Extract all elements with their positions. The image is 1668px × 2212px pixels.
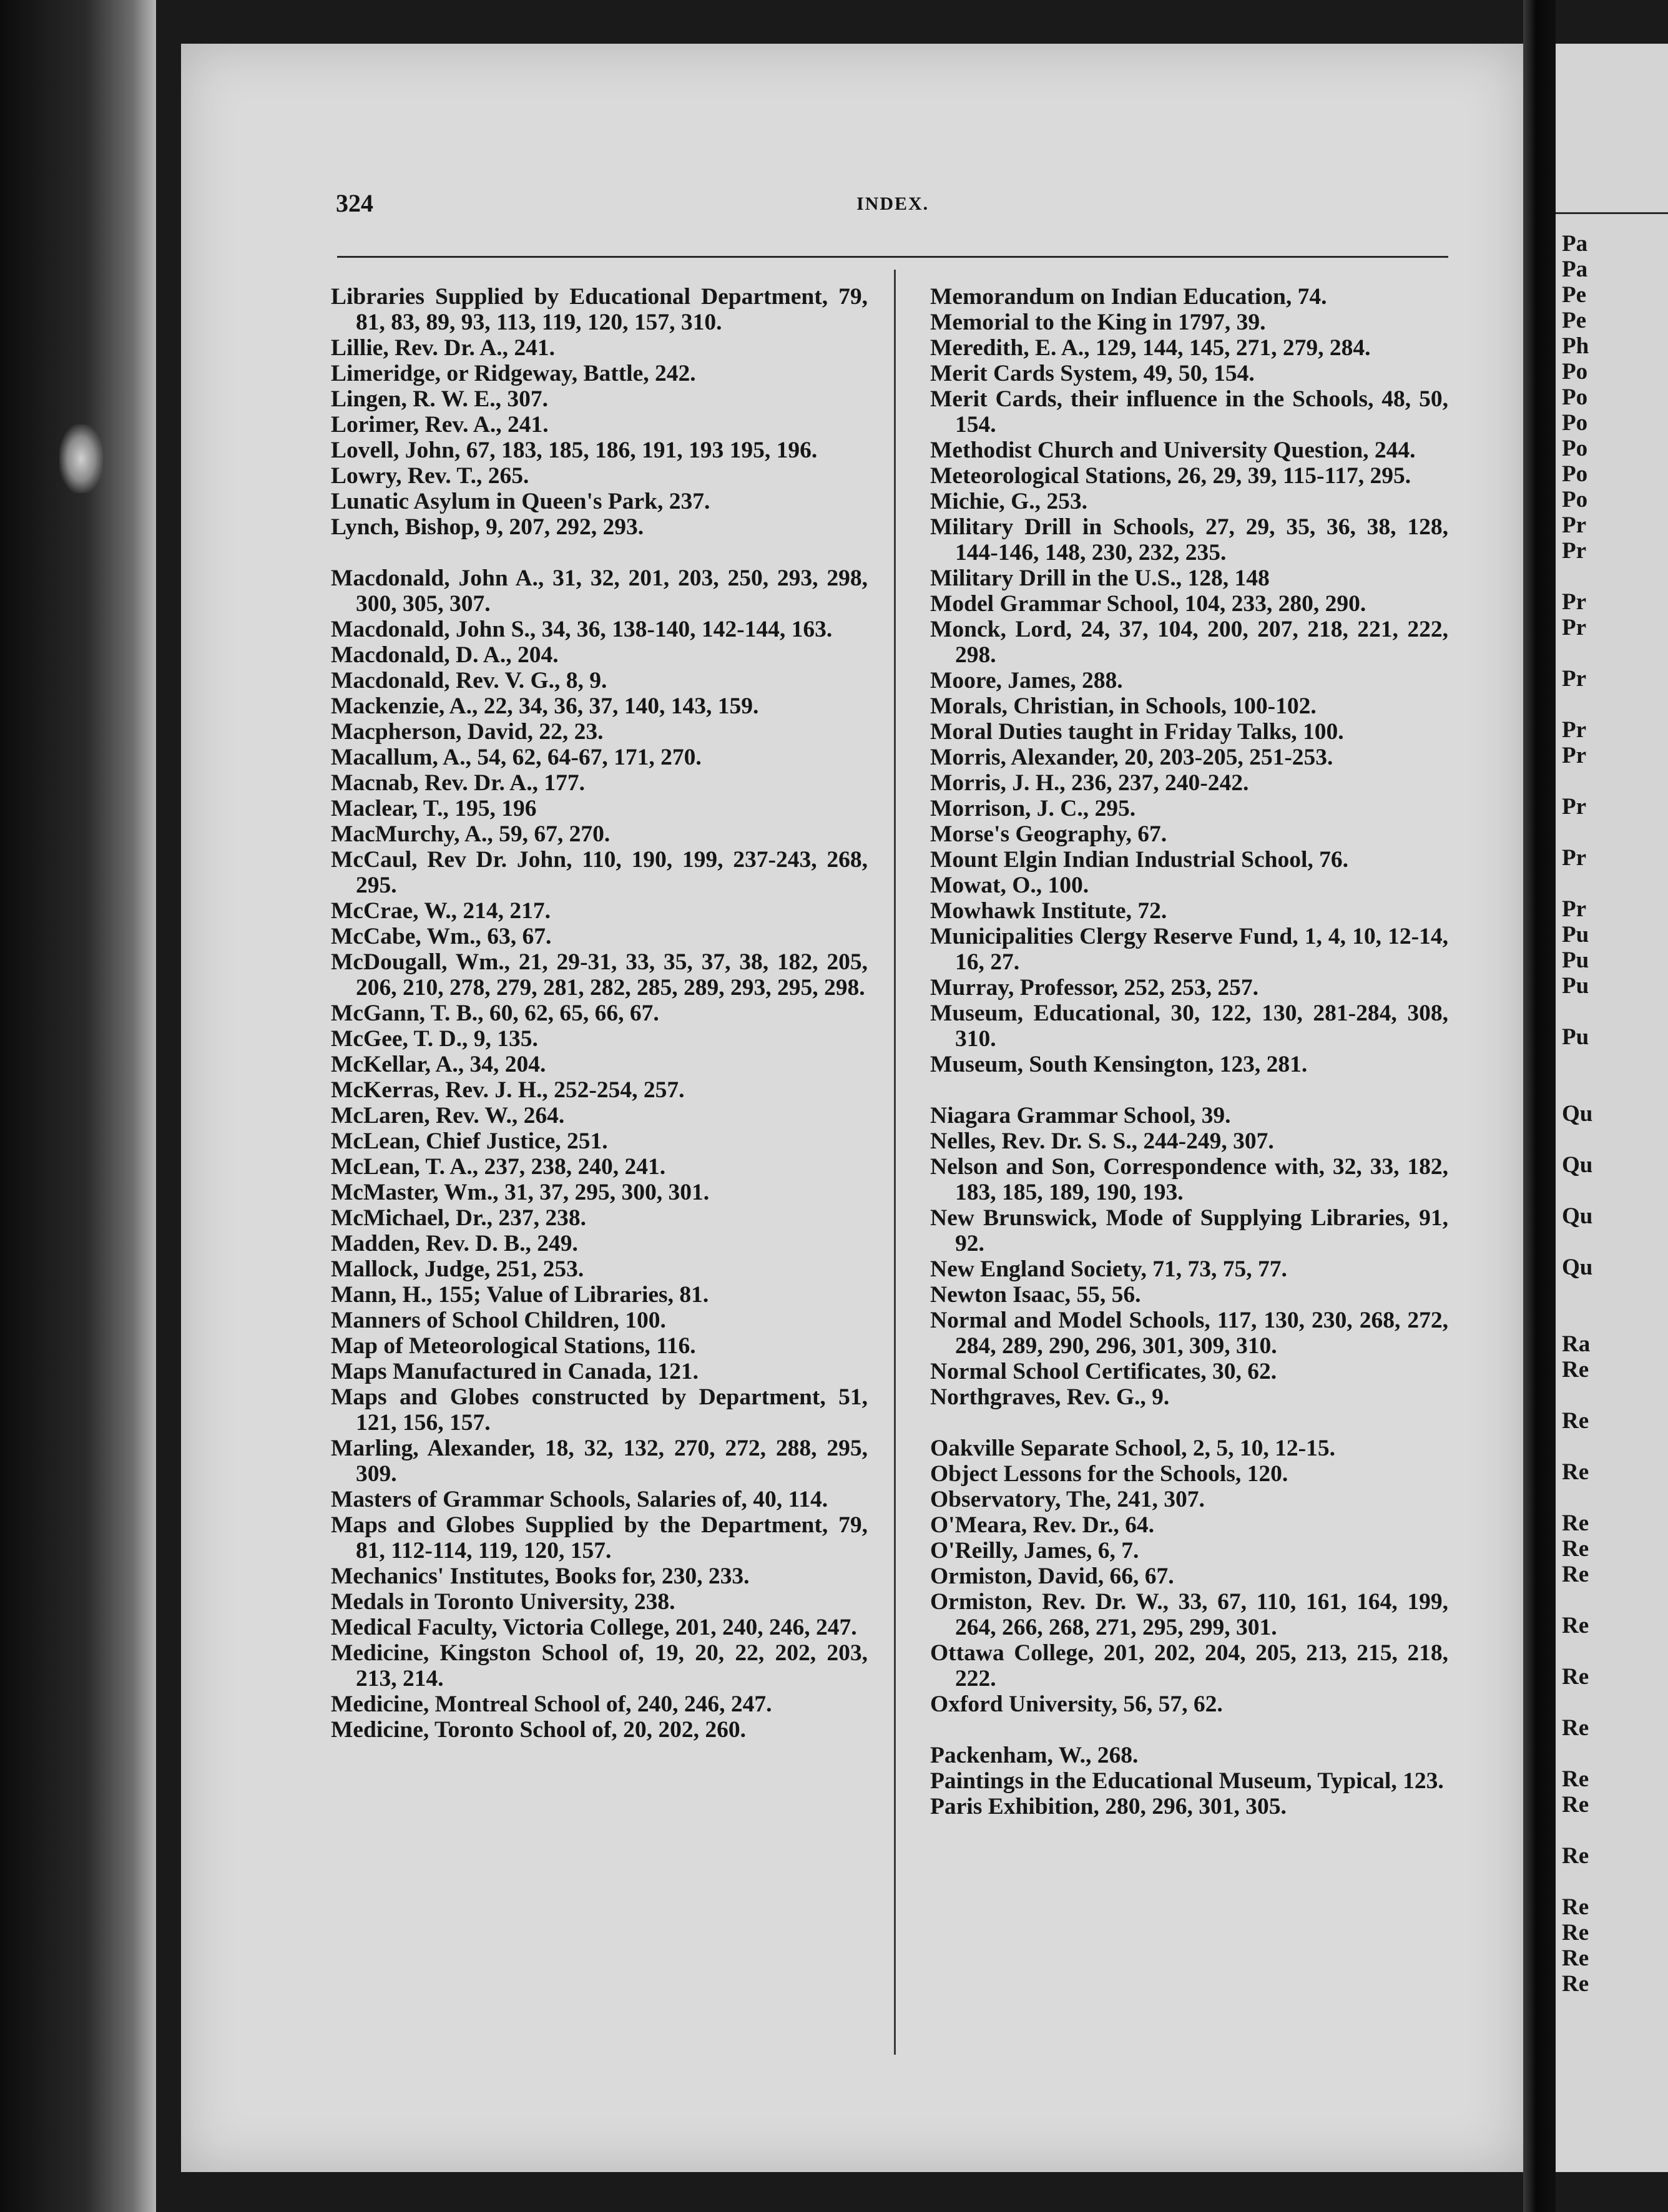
adjacent-page-fragment	[1562, 1306, 1592, 1331]
adjacent-page-fragment: Pe	[1562, 308, 1587, 333]
index-entry: Paintings in the Educational Museum, Typical, 123.	[930, 1768, 1444, 1794]
index-entry: Macdonald, Rev. V. G., 8, 9.	[331, 668, 607, 693]
adjacent-page-fragments	[1562, 231, 1592, 1997]
index-entry: McCrae, W., 214, 217.	[331, 898, 551, 924]
adjacent-page-fragment: Re	[1562, 1715, 1589, 1741]
index-entry: Medicine, Montreal School of, 240, 246, 247.	[331, 1691, 772, 1717]
index-entry: Macdonald, John A., 31, 32, 201, 203, 250, 293, 298, 300, 305, 307.	[331, 565, 868, 617]
index-entry: O'Reilly, James, 6, 7.	[930, 1538, 1139, 1564]
book-binding-edge	[0, 0, 156, 2212]
section-spacer	[930, 1077, 1448, 1103]
adjacent-page-fragment: Re	[1562, 1510, 1589, 1536]
page-header	[181, 188, 1523, 226]
index-entry: McLaren, Rev. W., 264.	[331, 1103, 565, 1128]
column-divider	[894, 270, 896, 2055]
adjacent-page-fragment: Re	[1562, 1971, 1589, 1997]
index-entry: O'Meara, Rev. Dr., 64.	[930, 1512, 1154, 1538]
adjacent-page-fragment: Qu	[1562, 1255, 1593, 1280]
index-entry: Medals in Toronto University, 238.	[331, 1589, 675, 1615]
index-entry: Normal School Certificates, 30, 62.	[930, 1359, 1277, 1384]
index-entry: McMichael, Dr., 237, 238.	[331, 1205, 586, 1231]
index-entry: McGann, T. B., 60, 62, 65, 66, 67.	[331, 1001, 659, 1026]
index-entry: Merit Cards System, 49, 50, 154.	[930, 361, 1255, 386]
index-entry: Oakville Separate School, 2, 5, 10, 12-15.	[930, 1436, 1335, 1461]
index-entry: Lorimer, Rev. A., 241.	[331, 412, 549, 438]
index-entry: Northgraves, Rev. G., 9.	[930, 1384, 1170, 1410]
index-entry: Mechanics' Institutes, Books for, 230, 233.	[331, 1564, 750, 1589]
adjacent-page-fragment	[1562, 768, 1592, 794]
index-entry: Mallock, Judge, 251, 253.	[331, 1256, 584, 1282]
index-entry: Ottawa College, 201, 202, 204, 205, 213, 215, 218, 222.	[930, 1640, 1448, 1691]
index-entry: Lillie, Rev. Dr. A., 241.	[331, 335, 556, 361]
index-entry: McDougall, Wm., 21, 29-31, 33, 35, 37, 38, 182, 205, 206, 210, 278, 279, 281, 282, 285, 289, 293, 295, 298.	[331, 949, 868, 1001]
index-entry: Macallum, A., 54, 62, 64-67, 171, 270.	[331, 745, 702, 770]
index-entry: Morals, Christian, in Schools, 100-102.	[930, 693, 1317, 719]
index-entry: Nelson and Son, Correspondence with, 32, 33, 182, 183, 185, 189, 190, 193.	[930, 1154, 1448, 1205]
index-entry: McCabe, Wm., 63, 67.	[331, 924, 552, 949]
index-entry: McCaul, Rev Dr. John, 110, 190, 199, 237-243, 268, 295.	[331, 847, 868, 898]
adjacent-page-fragment	[1562, 1587, 1592, 1613]
index-entry: Ormiston, David, 66, 67.	[930, 1564, 1174, 1589]
index-entry: Monck, Lord, 24, 37, 104, 200, 207, 218, 221, 222, 298.	[930, 617, 1448, 668]
adjacent-page-fragment: Pr	[1562, 512, 1587, 538]
index-entry: Mowhawk Institute, 72.	[930, 898, 1167, 924]
index-entry: Municipalities Clergy Reserve Fund, 1, 4, 10, 12-14, 16, 27.	[930, 924, 1448, 975]
index-entry: Meredith, E. A., 129, 144, 145, 271, 279, 284.	[930, 335, 1371, 361]
index-entry: Maps and Globes constructed by Department, 51, 121, 156, 157.	[331, 1384, 868, 1436]
index-entry: Michie, G., 253.	[930, 489, 1088, 514]
adjacent-page-fragment	[1562, 1869, 1592, 1894]
index-entry: McKellar, A., 34, 204.	[331, 1052, 546, 1077]
index-entry: Normal and Model Schools, 117, 130, 230, 268, 272, 284, 289, 290, 296, 301, 309, 310.	[930, 1308, 1448, 1359]
index-entry: Lynch, Bishop, 9, 207, 292, 293.	[331, 514, 644, 540]
index-entry: Newton Isaac, 55, 56.	[930, 1282, 1141, 1308]
adjacent-page-fragment: Re	[1562, 1792, 1589, 1818]
adjacent-page-fragment: Pr	[1562, 717, 1587, 743]
index-entry: Morris, J. H., 236, 237, 240-242.	[930, 770, 1249, 796]
adjacent-page-fragment: Re	[1562, 1408, 1589, 1434]
adjacent-page-fragment	[1562, 692, 1592, 717]
adjacent-page-fragment: Re	[1562, 1562, 1589, 1587]
index-entry: Macdonald, John S., 34, 36, 138-140, 142-144, 163.	[331, 617, 833, 642]
adjacent-page-fragment: Re	[1562, 1459, 1589, 1485]
adjacent-page-fragment	[1562, 1690, 1592, 1715]
adjacent-page-fragment: Pr	[1562, 896, 1587, 922]
adjacent-page-fragment: Pe	[1562, 282, 1587, 308]
index-entry: McMaster, Wm., 31, 37, 295, 300, 301.	[331, 1180, 710, 1205]
adjacent-page-fragment: Re	[1562, 1664, 1589, 1690]
index-entry: Morse's Geography, 67.	[930, 821, 1167, 847]
index-entry: Morris, Alexander, 20, 203-205, 251-253.	[930, 745, 1333, 770]
adjacent-page-fragment: Pu	[1562, 947, 1589, 973]
index-entry: Lowry, Rev. T., 265.	[331, 463, 529, 489]
index-entry: Meteorological Stations, 26, 29, 39, 115-117, 295.	[930, 463, 1411, 489]
adjacent-page-fragment: Ph	[1562, 333, 1589, 359]
index-entry: Museum, South Kensington, 123, 281.	[930, 1052, 1308, 1077]
adjacent-page-fragment: Pr	[1562, 743, 1587, 768]
adjacent-page-fragment	[1562, 1280, 1592, 1306]
index-entry: Murray, Professor, 252, 253, 257.	[930, 975, 1258, 1001]
index-entry: Military Drill in the U.S., 128, 148	[930, 565, 1270, 591]
index-entry: Ormiston, Rev. Dr. W., 33, 67, 110, 161, 164, 199, 264, 266, 268, 271, 295, 299, 301.	[930, 1589, 1448, 1640]
adjacent-page-fragment: Pr	[1562, 845, 1587, 871]
index-entry: New Brunswick, Mode of Supplying Libraries, 91, 92.	[930, 1205, 1448, 1256]
index-entry: Map of Meteorological Stations, 116.	[331, 1333, 696, 1359]
index-entry: Object Lessons for the Schools, 120.	[930, 1461, 1288, 1487]
section-spacer	[331, 540, 868, 565]
index-entry: Lingen, R. W. E., 307.	[331, 386, 549, 412]
adjacent-page-fragment: Re	[1562, 1894, 1589, 1920]
index-entry: Medicine, Kingston School of, 19, 20, 22, 202, 203, 213, 214.	[331, 1640, 868, 1691]
adjacent-page-fragment: Pa	[1562, 257, 1588, 282]
index-entry: McLean, T. A., 237, 238, 240, 241.	[331, 1154, 666, 1180]
adjacent-page-fragment	[1562, 1741, 1592, 1766]
adjacent-page-fragment: Pr	[1562, 615, 1587, 640]
adjacent-page-fragment	[1562, 1638, 1592, 1664]
index-entry: Oxford University, 56, 57, 62.	[930, 1691, 1223, 1717]
index-entry: Lunatic Asylum in Queen's Park, 237.	[331, 489, 710, 514]
index-entry: Military Drill in Schools, 27, 29, 35, 36, 38, 128, 144-146, 148, 230, 232, 235.	[930, 514, 1448, 565]
adjacent-page-fragment: Po	[1562, 384, 1588, 410]
index-entry: McLean, Chief Justice, 251.	[331, 1128, 608, 1154]
index-entry: Mount Elgin Indian Industrial School, 76.	[930, 847, 1349, 873]
adjacent-page-fragment: Pa	[1562, 231, 1588, 257]
index-entry: Moral Duties taught in Friday Talks, 100.	[930, 719, 1344, 745]
adjacent-page-fragment: Qu	[1562, 1203, 1593, 1229]
index-entry: Lovell, John, 67, 183, 185, 186, 191, 193 195, 196.	[331, 438, 818, 463]
adjacent-page-fragment: Re	[1562, 1843, 1589, 1869]
index-entry: Mann, H., 155; Value of Libraries, 81.	[331, 1282, 709, 1308]
adjacent-page-fragment: Pu	[1562, 973, 1589, 999]
index-page	[181, 44, 1523, 2172]
index-entry: Limeridge, or Ridgeway, Battle, 242.	[331, 361, 696, 386]
index-column-right	[930, 284, 1448, 1819]
adjacent-page-fragment: Po	[1562, 359, 1588, 384]
index-entry: Maps and Globes Supplied by the Department, 79, 81, 112-114, 119, 120, 157.	[331, 1512, 868, 1564]
adjacent-page-fragment	[1562, 564, 1592, 589]
header-rule	[337, 256, 1448, 258]
adjacent-page-fragment	[1562, 1382, 1592, 1408]
index-entry: New England Society, 71, 73, 75, 77.	[930, 1256, 1287, 1282]
paper-damage-speck	[59, 424, 103, 493]
adjacent-page-fragment: Po	[1562, 461, 1588, 487]
index-entry: Model Grammar School, 104, 233, 280, 290.	[930, 591, 1366, 617]
adjacent-page-fragment	[1562, 1485, 1592, 1510]
index-entry: Macnab, Rev. Dr. A., 177.	[331, 770, 585, 796]
index-entry: Manners of School Children, 100.	[331, 1308, 666, 1333]
index-entry: Macdonald, D. A., 204.	[331, 642, 559, 668]
index-entry: Memorandum on Indian Education, 74.	[930, 284, 1327, 310]
index-entry: MacMurchy, A., 59, 67, 270.	[331, 821, 611, 847]
adjacent-page-fragment: Po	[1562, 487, 1588, 512]
index-entry: Maps Manufactured in Canada, 121.	[331, 1359, 699, 1384]
adjacent-page-fragment: Pu	[1562, 922, 1589, 947]
adjacent-page-fragment: Re	[1562, 1920, 1589, 1945]
adjacent-page-fragment: Re	[1562, 1357, 1589, 1382]
adjacent-page-fragment: Ra	[1562, 1331, 1591, 1357]
adjacent-page-fragment: Pu	[1562, 1024, 1589, 1050]
book-gutter	[1523, 0, 1556, 2212]
adjacent-page-fragment	[1562, 1075, 1592, 1101]
running-head: INDEX.	[856, 193, 930, 214]
index-entry: Moore, James, 288.	[930, 668, 1123, 693]
adjacent-page-fragment: Re	[1562, 1613, 1589, 1638]
adjacent-page-fragment: Po	[1562, 436, 1588, 461]
adjacent-page-fragment: Re	[1562, 1536, 1589, 1562]
adjacent-page-fragment: Pr	[1562, 589, 1587, 615]
index-entry: Medical Faculty, Victoria College, 201, 240, 246, 247.	[331, 1615, 857, 1640]
adjacent-page-fragment: Re	[1562, 1945, 1589, 1971]
page-number: 324	[336, 189, 373, 217]
adjacent-page-fragment	[1562, 1229, 1592, 1255]
index-entry: Madden, Rev. D. B., 249.	[331, 1231, 578, 1256]
adjacent-page-fragment: Po	[1562, 410, 1588, 436]
adjacent-page-fragment: Re	[1562, 1766, 1589, 1792]
index-entry: Medicine, Toronto School of, 20, 202, 260.	[331, 1717, 746, 1743]
index-entry: Merit Cards, their influence in the Schools, 48, 50, 154.	[930, 386, 1448, 438]
adjacent-page-edge	[1556, 44, 1668, 2172]
adjacent-page-fragment	[1562, 820, 1592, 845]
adjacent-page-fragment: Qu	[1562, 1152, 1593, 1178]
adjacent-page-fragment	[1562, 1818, 1592, 1843]
adjacent-page-fragment: Pr	[1562, 794, 1587, 820]
index-column-left	[331, 284, 868, 1743]
adjacent-page-fragment	[1562, 999, 1592, 1024]
index-entry: Packenham, W., 268.	[930, 1743, 1139, 1768]
index-entry: Nelles, Rev. Dr. S. S., 244-249, 307.	[930, 1128, 1274, 1154]
index-entry: Mowat, O., 100.	[930, 873, 1089, 898]
index-entry: Niagara Grammar School, 39.	[930, 1103, 1231, 1128]
section-spacer	[930, 1717, 1448, 1743]
index-entry: Marling, Alexander, 18, 32, 132, 270, 272, 288, 295, 309.	[331, 1436, 868, 1487]
index-entry: Morrison, J. C., 295.	[930, 796, 1136, 821]
adjacent-page-fragment: Qu	[1562, 1101, 1593, 1127]
adjacent-page-fragment	[1562, 1178, 1592, 1203]
index-entry: Maclear, T., 195, 196	[331, 796, 537, 821]
index-entry: Methodist Church and University Question, 244.	[930, 438, 1416, 463]
index-entry: Mackenzie, A., 22, 34, 36, 37, 140, 143, 159.	[331, 693, 759, 719]
section-spacer	[930, 1410, 1448, 1436]
index-entry: Masters of Grammar Schools, Salaries of, 40, 114.	[331, 1487, 828, 1512]
index-entry: Paris Exhibition, 280, 296, 301, 305.	[930, 1794, 1287, 1819]
adjacent-page-fragment	[1562, 640, 1592, 666]
index-entry: Observatory, The, 241, 307.	[930, 1487, 1205, 1512]
index-entry: McKerras, Rev. J. H., 252-254, 257.	[331, 1077, 685, 1103]
index-entry: Museum, Educational, 30, 122, 130, 281-284, 308, 310.	[930, 1001, 1448, 1052]
adjacent-page-fragment	[1562, 871, 1592, 896]
adjacent-page-fragment	[1562, 1050, 1592, 1075]
adjacent-page-rule	[1556, 212, 1668, 214]
index-entry: Macpherson, David, 22, 23.	[331, 719, 604, 745]
adjacent-page-fragment: Pr	[1562, 538, 1587, 564]
index-entry: McGee, T. D., 9, 135.	[331, 1026, 538, 1052]
adjacent-page-fragment	[1562, 1127, 1592, 1152]
adjacent-page-fragment: Pr	[1562, 666, 1587, 692]
index-entry: Memorial to the King in 1797, 39.	[930, 310, 1266, 335]
index-entry: Libraries Supplied by Educational Department, 79, 81, 83, 89, 93, 113, 119, 120, 157, 310.	[331, 284, 868, 335]
adjacent-page-fragment	[1562, 1434, 1592, 1459]
